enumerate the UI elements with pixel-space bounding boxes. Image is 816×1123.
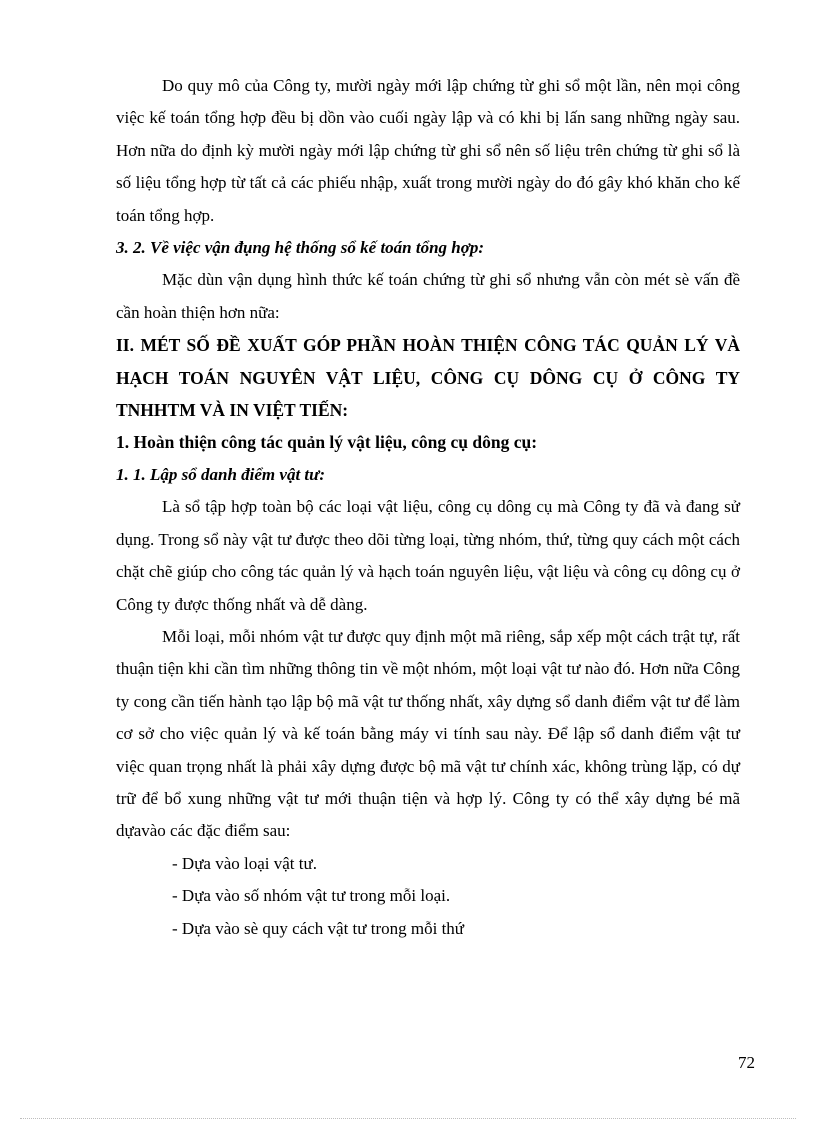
list-item: - Dựa vào loại vật tư. [172,853,317,873]
chapter-heading-ii: II. MÉT SỐ ĐỀ XUẤT GÓP PHẦN HOÀN THIỆN CÔNG TÁC QUẢN LÝ VÀ HẠCH TOÁN NGUYÊN VẬT LIỆU, CÔNG CỤ DÔNG CỤ Ở CÔNG TY TNHHTM VÀ IN VIỆT TIẾN: [116,335,740,421]
paragraph-bookkeeping-cycle: Do quy mô của Công ty, mười ngày mới lập chứng từ ghi sổ một lần, nên mọi công việc kế toán tổng hợp đều bị dồn vào cuối ngày lập và có khi bị lấn sang những ngày sau. Hơn nữa do định kỳ mười ngày mới lập chứng từ ghi sổ nên số liệu trên chứng từ ghi sổ là số liệu tổng hợp từ tất cả các phiếu nhập, xuất trong mười ngày do đó gây khó khăn cho kế toán tổng hợp. [116,76,740,225]
section-heading-3-2: 3. 2. Về việc vận đụng hệ thống sổ kế toán tổng hợp: [116,238,485,258]
list-item: - Dựa vào số nhóm vật tư trong mỗi loại. [172,886,451,906]
paragraph-material-codes: Mỗi loại, mỗi nhóm vật tư được quy định một mã riêng, sắp xếp một cách trật tự, rất thuận tiện khi cần tìm những thông tin về một nhóm, một loại vật tư nào đó. Hơn nữa Công ty cong cần tiến hành tạo lập bộ mã vật tư thống nhất, xây dựng sổ danh điểm vật tư để làm cơ sở cho việc quản lý và kế toán bằng máy vi tính sau này. Để lập sổ danh điểm vật tư việc quan trọng nhất là phải xây dựng được bộ mã vật tư chính xác, không trùng lặp, có dự trữ để bổ xung những vật tư mới thuận tiện và hợp lý. Công ty có thể xây dựng bé mã dựavào các đặc điểm sau: [116,626,740,841]
paragraph-ledger-system: Mặc dùn vận dụng hình thức kế toán chứng từ ghi sổ nhưng vẫn còn mét sè vấn đề cần hoàn thiện hơn nữa: [116,270,740,322]
section-heading-1: 1. Hoàn thiện công tác quản lý vật liệu, công cụ dông cụ: [116,432,538,453]
list-item: - Dựa vào sè quy cách vật tư trong mỗi thứ [172,918,465,938]
section-heading-1-1: 1. 1. Lập sổ danh điểm vật tư: [116,464,325,484]
page-bottom-divider [20,1118,796,1119]
page-number: 72 [738,1053,755,1072]
paragraph-material-register: Là sổ tập hợp toàn bộ các loại vật liệu, công cụ dông cụ mà Công ty đã và đang sử dụng. Trong sổ này vật tư được theo dõi từng loại, từng nhóm, thứ, từng quy cách một cách chặt chẽ giúp cho công tác quản lý và hạch toán nguyên liệu, vật liệu và công cụ dông cụ ở Công ty được thống nhất và dễ dàng. [116,497,740,614]
document-body [116,70,740,945]
